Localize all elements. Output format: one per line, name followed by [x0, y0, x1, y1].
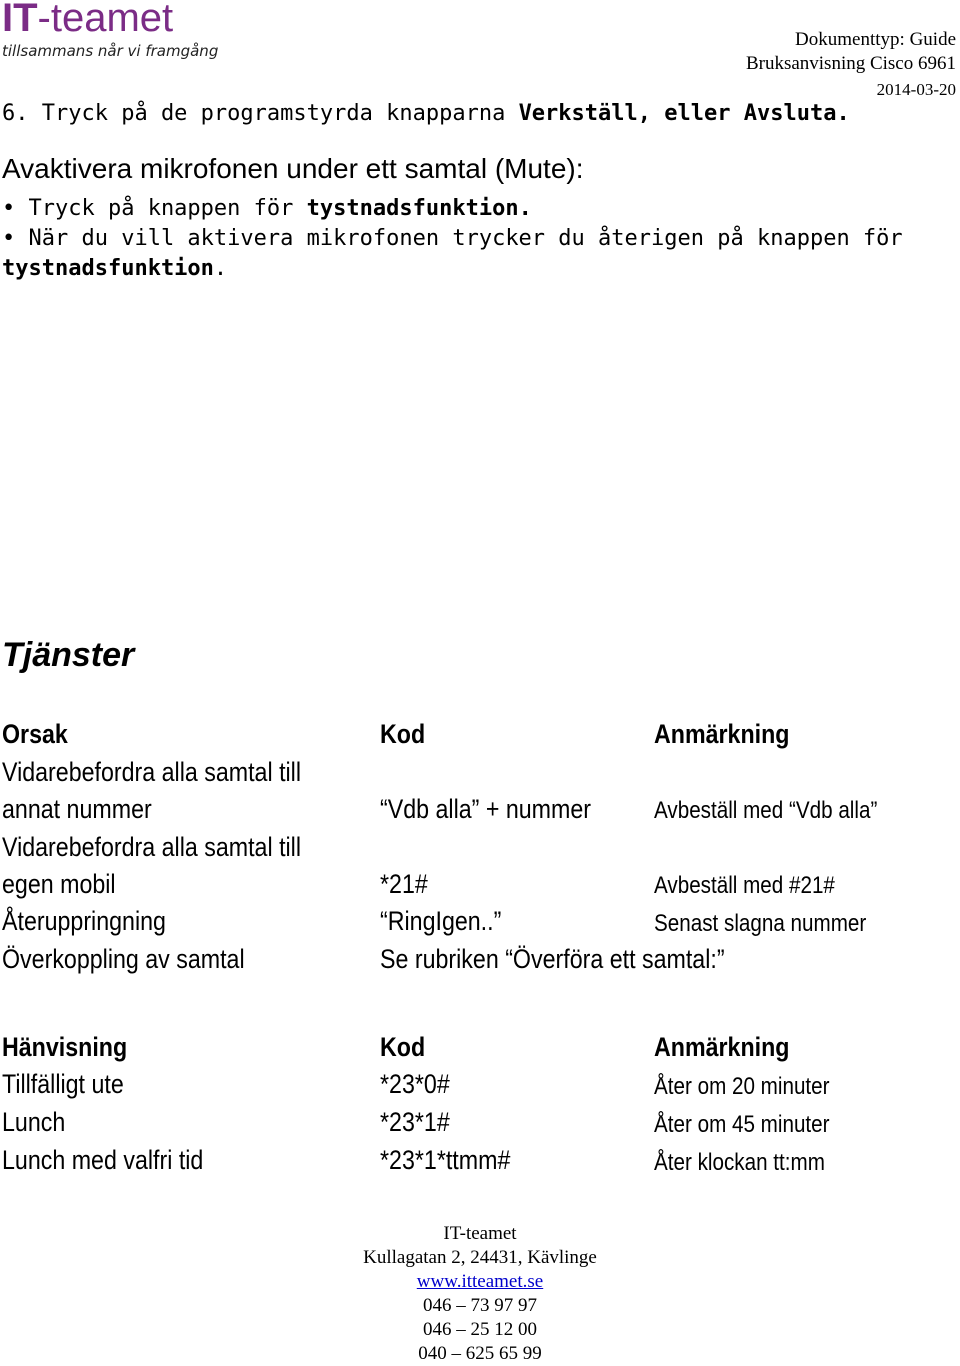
referrals-header-anmarkning: Anmärkning [654, 1032, 790, 1062]
services-row-1-anm: Avbeställ med “Vdb alla” [654, 797, 878, 824]
footer-website-link[interactable]: www.itteamet.se [416, 1271, 544, 1292]
services-row-4-kod: Se rubriken “Överföra ett samtal:” [380, 944, 725, 974]
services-title: Tjänster [2, 636, 135, 674]
services-row-2-anm: Avbeställ med #21# [654, 872, 835, 899]
referrals-row-1-name: Tillfälligt ute [2, 1069, 124, 1099]
company-logo [2, 0, 173, 40]
mute-bullet-2-bold: tystnadsfunktion [2, 256, 214, 281]
referrals-row-2-kod: *23*1# [380, 1107, 450, 1137]
services-row-1-kod: “Vdb alla” + nummer [380, 794, 592, 824]
services-row-2-kod: *21# [380, 869, 428, 899]
mute-bullet-1 [2, 194, 532, 224]
doc-type: Dokumenttyp: Guide [795, 29, 956, 50]
services-row-3-orsak: Återuppringning [2, 906, 166, 936]
footer-website-row [0, 1270, 960, 1294]
logo-it: IT [2, 0, 38, 40]
footer-phone-1: 046 – 73 97 97 [423, 1295, 537, 1316]
footer-phone-2: 046 – 25 12 00 [423, 1319, 537, 1340]
referrals-row-3-kod: *23*1*ttmm# [380, 1145, 511, 1175]
referrals-row-2-anm: Åter om 45 minuter [654, 1111, 830, 1138]
referrals-row-1-kod: *23*0# [380, 1069, 450, 1099]
referrals-header-hanvisning: Hänvisning [2, 1032, 128, 1062]
services-header-orsak: Orsak [2, 719, 68, 749]
referrals-row-2-name: Lunch [2, 1107, 66, 1137]
referrals-header-kod: Kod [380, 1032, 426, 1062]
services-row-2-orsak-line2: egen mobil [2, 869, 116, 899]
referrals-row-3-name: Lunch med valfri tid [2, 1145, 204, 1175]
footer-company: IT-teamet [443, 1223, 517, 1244]
logo-teamet: -teamet [37, 0, 174, 40]
services-row-3-kod: “RingIgen..” [380, 906, 502, 936]
mute-bullet-1-bold: tystnadsfunktion. [306, 196, 532, 221]
mute-bullet-1-text: • Tryck på knappen för [2, 196, 307, 221]
services-row-1-orsak-line2: annat nummer [2, 794, 152, 824]
mute-heading: Avaktivera mikrofonen under ett samtal (Mute): [2, 153, 584, 184]
services-row-3-anm: Senast slagna nummer [654, 910, 867, 937]
logo-tagline: tillsammans når vi framgång [2, 42, 219, 60]
doc-date: 2014-03-20 [876, 80, 956, 99]
footer-phone-3: 040 – 625 65 99 [418, 1343, 542, 1364]
referrals-row-1-anm: Åter om 20 minuter [654, 1073, 830, 1100]
step-6-buttons: Verkställ, eller Avsluta. [518, 101, 850, 126]
services-header-kod: Kod [380, 719, 426, 749]
footer-address: Kullagatan 2, 24431, Kävlinge [363, 1247, 597, 1268]
services-row-4-orsak: Överkoppling av samtal [2, 944, 245, 974]
mute-bullet-2-cont: tystnadsfunktion. [2, 256, 228, 281]
doc-title: Bruksanvisning Cisco 6961 [745, 53, 956, 74]
step-6-text: 6. Tryck på de programstyrda knapparna [2, 101, 519, 126]
services-row-2-orsak-line1: Vidarebefordra alla samtal till [2, 832, 302, 862]
services-header-anmarkning: Anmärkning [654, 719, 790, 749]
services-row-1-orsak-line1: Vidarebefordra alla samtal till [2, 757, 302, 787]
referrals-row-3-anm: Åter klockan tt:mm [654, 1149, 825, 1176]
mute-bullet-2: • När du vill aktivera mikrofonen trycker du återigen på knappen för [2, 226, 903, 251]
step-6 [2, 99, 850, 129]
